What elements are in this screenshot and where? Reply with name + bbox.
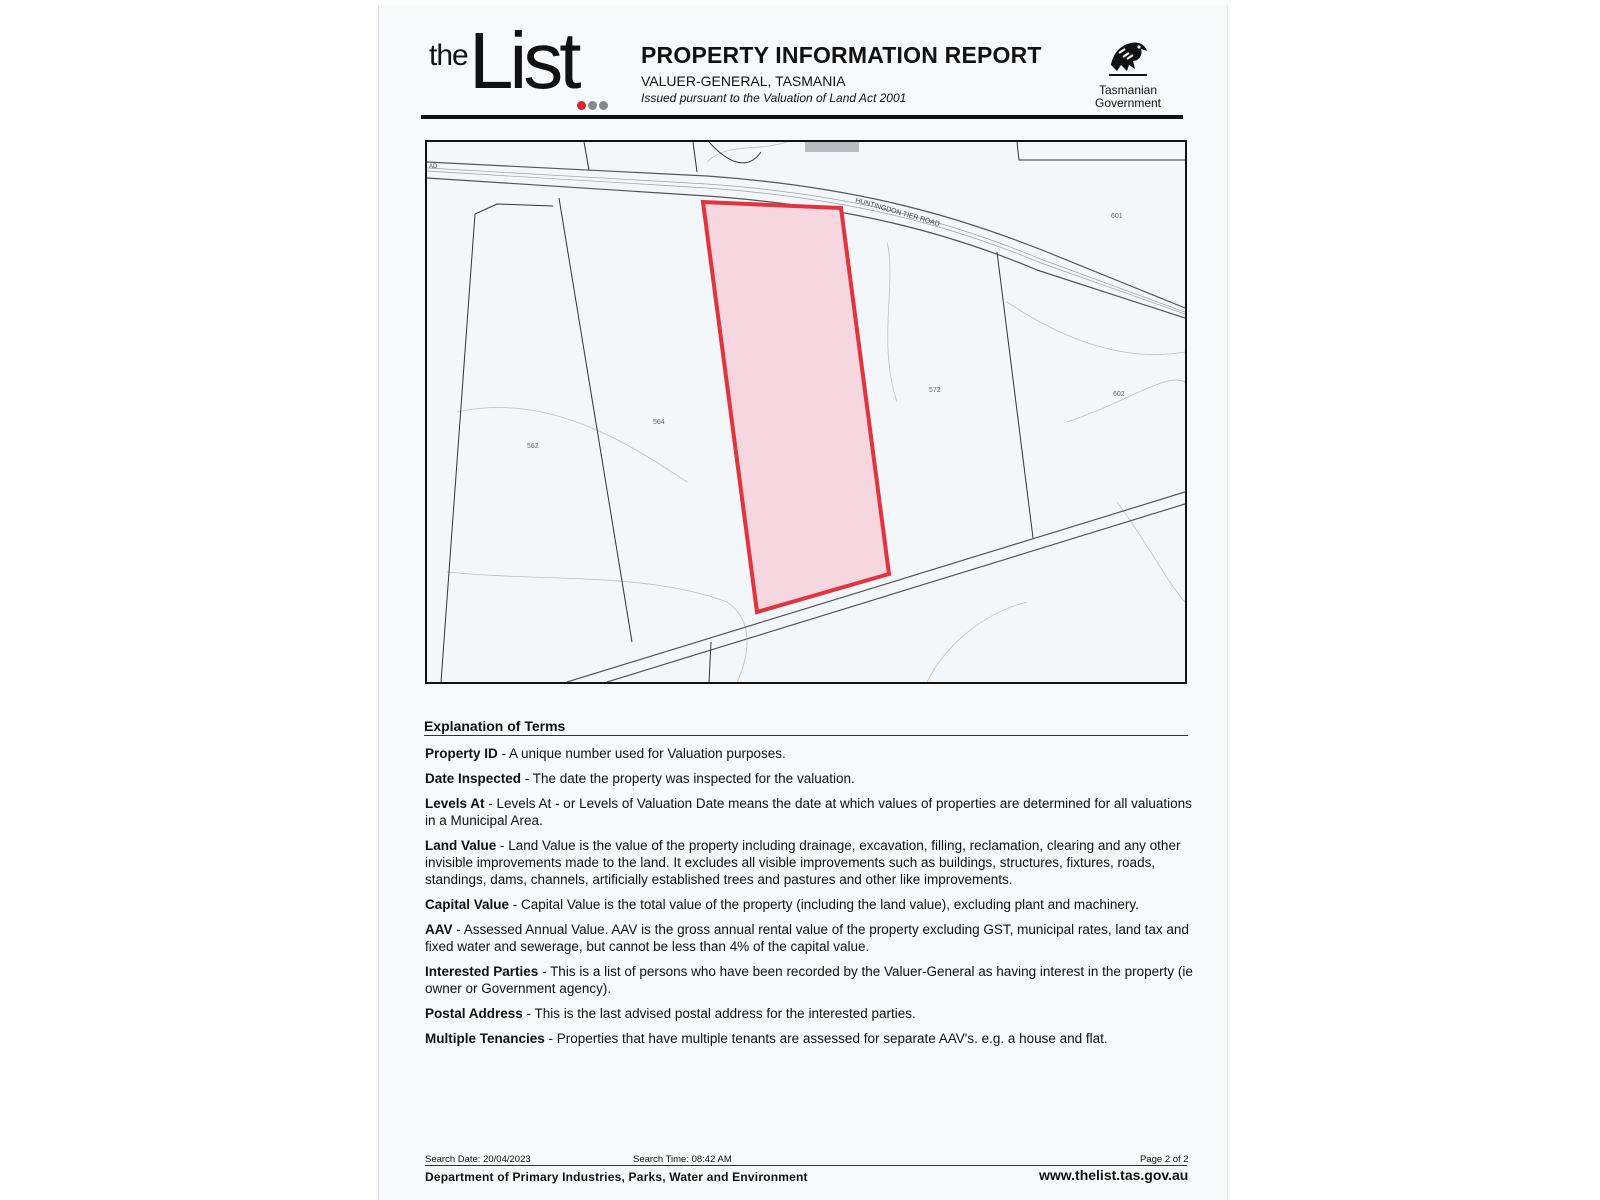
- lot-label: 564: [653, 419, 665, 426]
- term-date-inspected: [425, 770, 1195, 787]
- logo-dot-grey: [599, 101, 608, 110]
- thelist-logo: [429, 16, 614, 113]
- term-text: - Assessed Annual Value. AAV is the gross annual rental value of the property excluding GST, municipal rates, land tax and fixed water and sewerage, but cannot be less than 4% of the capital value.: [425, 922, 1189, 954]
- logo-dot-red: [577, 101, 586, 110]
- page-number: Page 2 of 2: [1140, 1154, 1189, 1165]
- report-title: PROPERTY INFORMATION REPORT: [641, 42, 1042, 68]
- term-name: Multiple Tenancies: [425, 1031, 545, 1046]
- term-land-value: [425, 837, 1195, 888]
- term-multiple-tenancies: [425, 1030, 1195, 1047]
- lot-label: 602: [1113, 391, 1125, 398]
- search-date: Search Date: 20/04/2023: [425, 1154, 531, 1165]
- term-text: - This is a list of persons who have been recorded by the Valuer-General as having interest in the property (ie owner or Government agency).: [425, 964, 1193, 996]
- logo-dot-grey: [588, 101, 597, 110]
- term-name: Date Inspected: [425, 771, 522, 786]
- terms-list: [425, 745, 1195, 1055]
- lot-label: 562: [527, 443, 539, 450]
- property-map: [425, 140, 1187, 684]
- term-name: Interested Parties: [425, 964, 539, 979]
- term-name: Property ID: [425, 746, 498, 761]
- term-property-id: [425, 745, 1195, 762]
- website-link[interactable]: www.thelist.tas.gov.au: [1039, 1167, 1189, 1183]
- footer-divider: [425, 1165, 1187, 1166]
- highlighted-parcel: [703, 202, 889, 612]
- report-subtitle: VALUER-GENERAL, TASMANIA: [641, 73, 846, 89]
- term-text: - Levels At - or Levels of Valuation Date means the date at which values of properties are determined for all valuations in a Municipal Area.: [425, 796, 1192, 828]
- term-postal-address: [425, 1005, 1195, 1022]
- tasmanian-tiger-icon: [1105, 35, 1151, 79]
- logo-dots: [577, 97, 617, 109]
- term-text: - Properties that have multiple tenants are assessed for separate AAV's. e.g. a house and flat.: [544, 1031, 1108, 1046]
- term-aav: [425, 921, 1195, 955]
- logo-the-text: the: [429, 39, 468, 72]
- issued-note: Issued pursuant to the Valuation of Land Act 2001: [641, 91, 907, 105]
- govt-line2: Government: [1094, 96, 1162, 110]
- department-name: Department of Primary Industries, Parks, Water and Environment: [425, 1170, 808, 1184]
- report-page: [378, 5, 1228, 1200]
- map-structure: [805, 142, 859, 152]
- term-levels-at: [425, 795, 1195, 829]
- term-interested-parties: [425, 963, 1195, 997]
- term-name: Capital Value: [425, 897, 510, 912]
- term-text: - Capital Value is the total value of the property (including the land value), excluding plant and machinery.: [509, 897, 1139, 912]
- term-text: - This is the last advised postal address for the interested parties.: [522, 1006, 916, 1021]
- search-time: Search Time: 08:42 AM: [633, 1154, 732, 1165]
- lot-label: 601: [1111, 213, 1123, 220]
- map-canvas: [427, 142, 1185, 682]
- header-divider: [421, 115, 1183, 119]
- lot-label: 572: [929, 387, 941, 394]
- term-name: Land Value: [425, 838, 497, 853]
- term-name: Postal Address: [425, 1006, 523, 1021]
- tasmanian-government-logo: [1085, 35, 1171, 115]
- term-text: - Land Value is the value of the property including drainage, excavation, filling, reclamation, clearing and any other invisible improvements made to the land. It excludes all visible improvements such as buildings, structures, fixtures, roads, standings, dams, channels, artificially established trees and pastures and other like improvements.: [425, 838, 1181, 887]
- term-capital-value: [425, 896, 1195, 913]
- govt-line1: Tasmanian: [1098, 83, 1158, 97]
- road-end-label: AD: [429, 164, 438, 170]
- terms-heading: Explanation of Terms: [424, 718, 566, 734]
- term-name: Levels At: [425, 796, 485, 811]
- term-name: AAV: [425, 922, 453, 937]
- term-text: - The date the property was inspected for the valuation.: [521, 771, 855, 786]
- road-label: HUNTINGDON TIER ROAD: [854, 197, 941, 229]
- terms-divider: [424, 735, 1188, 736]
- logo-list-text: List: [469, 16, 578, 105]
- term-text: - A unique number used for Valuation purposes.: [497, 746, 786, 761]
